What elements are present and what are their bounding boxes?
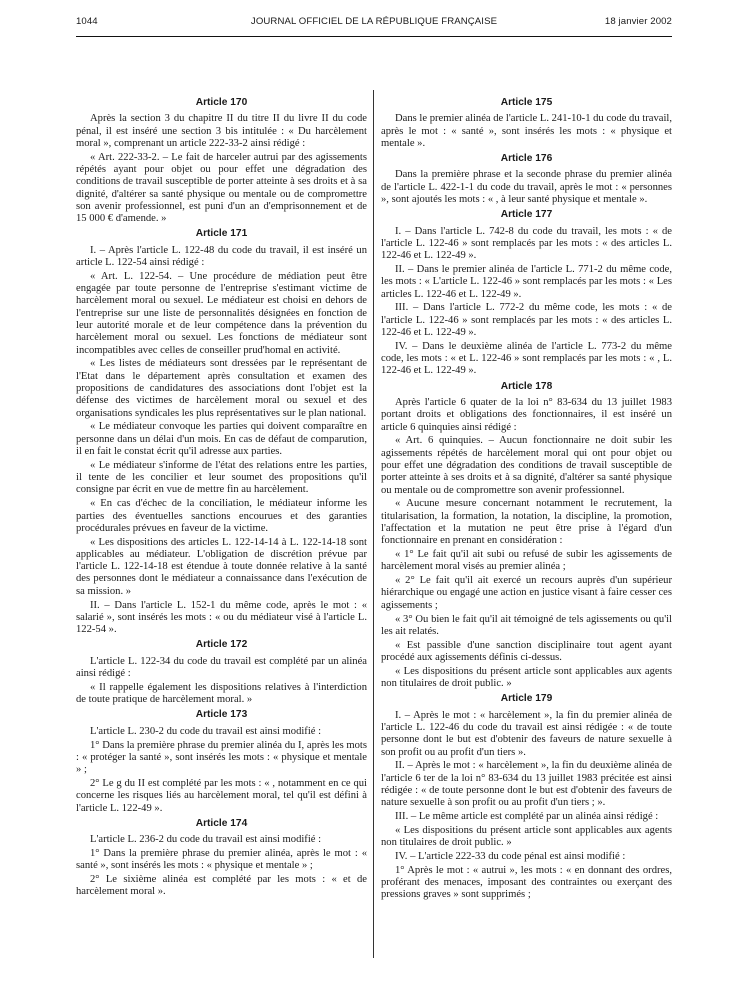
article-section bbox=[76, 97, 367, 225]
article-heading: Article 179 bbox=[500, 693, 553, 705]
article-paragraph: « Le médiateur convoque les parties qui doivent comparaître en personne dans un délai d'un mois. En cas de défaut de comparution, il en fait le constat écrit qu'il adresse aux parties. bbox=[76, 421, 367, 458]
article-section bbox=[381, 97, 672, 150]
article-paragraph: 2° Le g du II est complété par les mots : « , notamment en ce qui concerne les risques liés au harcèlement moral, tel qu'il est défini à l'article L. 122-49 ». bbox=[76, 777, 367, 814]
article-heading: Article 172 bbox=[195, 639, 248, 651]
article-paragraph: Dans la première phrase et la seconde phrase du premier alinéa de l'article L. 422-1-1 du code du travail, après le mot : « personnes », sont ajoutés les mots : « , à leur santé physique et mentale ». bbox=[381, 169, 672, 206]
page-number: 1044 bbox=[76, 16, 98, 27]
article-section bbox=[76, 709, 367, 814]
article-heading: Article 170 bbox=[195, 97, 248, 108]
article-paragraph: « Art. L. 122-54. – Une procédure de médiation peut être engagée par toute personne de l'entreprise s'estimant victime de harcèlement moral ou sexuel. Le médiateur est choisi en dehors de l'entreprise sur une liste de personnalités désignées en fonction de leur autorité morale et de leur compétence dans la prévention du harcèlement moral ou sexuel. Les fonctions de médiateur sont incompatibles avec celles de conseiller prud'homal en activité. bbox=[76, 270, 367, 356]
article-section bbox=[381, 381, 672, 691]
right-column bbox=[381, 94, 672, 903]
article-heading: Article 175 bbox=[500, 97, 553, 108]
article-paragraph: « 3° Ou bien le fait qu'il ait témoigné de tels agissements ou qu'il les ait relatés. bbox=[381, 613, 672, 637]
article-paragraph: « 2° Le fait qu'il ait exercé un recours auprès d'un supérieur hiérarchique ou engagé une action en justice visant à faire cesser ces agissements ; bbox=[381, 575, 672, 611]
article-section bbox=[381, 153, 672, 206]
article-paragraph: 1° Dans la première phrase du premier alinéa du I, après les mots : « protéger la santé », sont insérés les mots : « physique et mentale » ; bbox=[76, 739, 367, 776]
article-section bbox=[76, 818, 367, 899]
article-paragraph: I. – Dans l'article L. 742-8 du code du travail, les mots : « de l'article L. 122-46 » sont remplacés par les mots : « des articles L. 122-46 et L. 122-49 ». bbox=[381, 225, 672, 262]
article-paragraph: L'article L. 122-34 du code du travail est complété par un alinéa ainsi rédigé : bbox=[76, 655, 367, 680]
article-paragraph: Dans le premier alinéa de l'article L. 241-10-1 du code du travail, après le mot : « santé », sont insérés les mots : « physique et mentale ». bbox=[381, 113, 672, 149]
article-paragraph: « Les dispositions du présent article sont applicables aux agents non titulaires de droit public. » bbox=[381, 824, 672, 849]
article-paragraph: 1° Après le mot : « autrui », les mots : « en donnant des ordres, proférant des menaces, imposant des contraintes ou exerçant des pressions graves » sont supprimés ; bbox=[381, 864, 672, 901]
publication-date: 18 janvier 2002 bbox=[604, 16, 672, 27]
article-paragraph: Après la section 3 du chapitre II du titre II du livre II du code pénal, il est inséré une section 3 bis intitulée : « Du harcèlement moral », comprenant un article 222-33-2 ainsi rédigé : bbox=[76, 113, 367, 149]
article-section bbox=[76, 228, 367, 636]
article-paragraph: « Les dispositions des articles L. 122-14-14 à L. 122-14-18 sont applicables au médiateur. L'obligation de discrétion prévue par l'article L. 122-14-18 est étendue à toute donnée relative à la santé des personnes dont le médiateur a connaissance dans l'exécution de sa mission. » bbox=[76, 536, 367, 597]
article-heading: Article 173 bbox=[195, 709, 248, 721]
article-paragraph: L'article L. 236-2 du code du travail est ainsi modifié : bbox=[90, 834, 322, 846]
article-section bbox=[381, 693, 672, 901]
article-section bbox=[381, 209, 672, 377]
article-heading: Article 176 bbox=[500, 153, 553, 165]
article-paragraph: 2° Le sixième alinéa est complété par les mots : « et de harcèlement moral ». bbox=[76, 874, 367, 898]
article-heading: Article 178 bbox=[500, 380, 553, 392]
article-paragraph: II. – Après le mot : « harcèlement », la fin du deuxième alinéa de l'article 6 ter de la loi n° 83-634 du 13 juillet 1983 précitée est ainsi rédigée : « de toute personne dont le but est d'obtenir des faveurs de nature sexuelle à son profit ou au profit d'un tiers ; ». bbox=[381, 760, 672, 809]
article-paragraph: I. – Après le mot : « harcèlement », la fin du premier alinéa de l'article L. 122-46 du code du travail est ainsi rédigée : « de toute personne dont le but est d'obtenir des faveurs de nature sexuelle à son profit ou au profit d'un tiers ». bbox=[381, 709, 672, 758]
page-header bbox=[76, 16, 672, 32]
article-paragraph: IV. – Dans le deuxième alinéa de l'article L. 773-2 du même code, les mots : « et L. 122-46 » sont remplacés par les mots : « , L. 122-46 et L. 122-49 ». bbox=[381, 340, 672, 377]
article-paragraph: « Art. 6 quinquies. – Aucun fonctionnaire ne doit subir les agissements répétés de harcèlement moral qui ont pour objet ou pour effet une dégradation des conditions de travail susceptible de porter atteinte à ses droits et à sa dignité, d'altérer sa santé physique ou mentale ou de compromettre son avenir professionnel. bbox=[381, 435, 672, 496]
article-heading: Article 174 bbox=[195, 817, 248, 829]
column-divider bbox=[373, 90, 374, 958]
journal-title: JOURNAL OFFICIEL DE LA RÉPUBLIQUE FRANÇAISE bbox=[250, 16, 498, 27]
article-paragraph: II. – Dans le premier alinéa de l'article L. 771-2 du même code, les mots : « L'article L. 122-46 » sont remplacés par les mots : « Les articles L. 122-46 et L. 122-49 ». bbox=[381, 264, 672, 300]
article-paragraph: I. – Après l'article L. 122-48 du code du travail, il est inséré un article L. 122-54 ainsi rédigé : bbox=[76, 244, 367, 269]
article-paragraph: « Aucune mesure concernant notamment le recrutement, la titularisation, la formation, la notation, la discipline, la promotion, l'affectation et la mutation ne peut être prise à l'égard d'un fonctionnaire en prenant en considération : bbox=[381, 498, 672, 547]
left-column bbox=[76, 94, 367, 900]
article-paragraph: « Art. 222-33-2. – Le fait de harceler autrui par des agissements répétés ayant pour objet ou pour effet une dégradation des conditions de travail susceptible de porter atteinte à ses droits et à sa dignité, d'altérer sa santé physique ou mentale ou de compromettre son avenir professionnel, est puni d'un an d'emprisonnement et de 15 000 € d'amende. » bbox=[76, 151, 367, 225]
article-paragraph: L'article L. 230-2 du code du travail est ainsi modifié : bbox=[90, 725, 322, 737]
article-paragraph: « Les listes de médiateurs sont dressées par le représentant de l'Etat dans le département après consultation et examen des propositions de candidatures des associations dont l'objet est la défense des victimes de harcèlement moral ou sexuel et des organisations syndicales les plus représentatives sur le plan national. bbox=[76, 358, 367, 419]
article-paragraph: IV. – L'article 222-33 du code pénal est ainsi modifié : bbox=[395, 850, 626, 862]
article-paragraph: « Les dispositions du présent article sont applicables aux agents non titulaires de droit public. » bbox=[381, 665, 672, 690]
article-section bbox=[76, 639, 367, 706]
article-paragraph: « Il rappelle également les dispositions relatives à l'interdiction de toute pratique de harcèlement moral. » bbox=[76, 681, 367, 706]
article-paragraph: Après l'article 6 quater de la loi n° 83-634 du 13 juillet 1983 portant droits et obligations des fonctionnaires, il est inséré un article 6 quinquies ainsi rédigé : bbox=[381, 397, 672, 433]
article-paragraph: III. – Dans l'article L. 772-2 du même code, les mots : « de l'article L. 122-46 » sont remplacés par les mots : « des articles L. 122-46 et L. 122-49 ». bbox=[381, 302, 672, 339]
article-paragraph: III. – Le même article est complété par un alinéa ainsi rédigé : bbox=[395, 811, 659, 823]
article-paragraph: « Est passible d'une sanction disciplinaire tout agent ayant procédé aux agissements définis ci-dessus. bbox=[381, 639, 672, 663]
article-paragraph: « En cas d'échec de la conciliation, le médiateur informe les parties des éventuelles sanctions encourues et des garanties procédurales prévues en faveur de la victime. bbox=[76, 498, 367, 534]
header-rule bbox=[76, 36, 672, 37]
article-paragraph: II. – Dans l'article L. 152-1 du même code, après le mot : « salarié », sont insérés les mots : « ou du médiateur visé à l'article L. 122-54 ». bbox=[76, 599, 367, 636]
article-heading: Article 171 bbox=[195, 228, 248, 240]
article-heading: Article 177 bbox=[500, 209, 553, 221]
article-paragraph: « 1° Le fait qu'il ait subi ou refusé de subir les agissements de harcèlement moral visés au premier alinéa ; bbox=[381, 549, 672, 573]
article-paragraph: 1° Dans la première phrase du premier alinéa, après le mot : « santé », sont insérés les mots : « physique et mentale » ; bbox=[76, 847, 367, 872]
article-paragraph: « Le médiateur s'informe de l'état des relations entre les parties, il tente de les concilier et leur soumet des propositions qu'il consigne par écrit en vue de mettre fin au harcèlement. bbox=[76, 459, 367, 496]
